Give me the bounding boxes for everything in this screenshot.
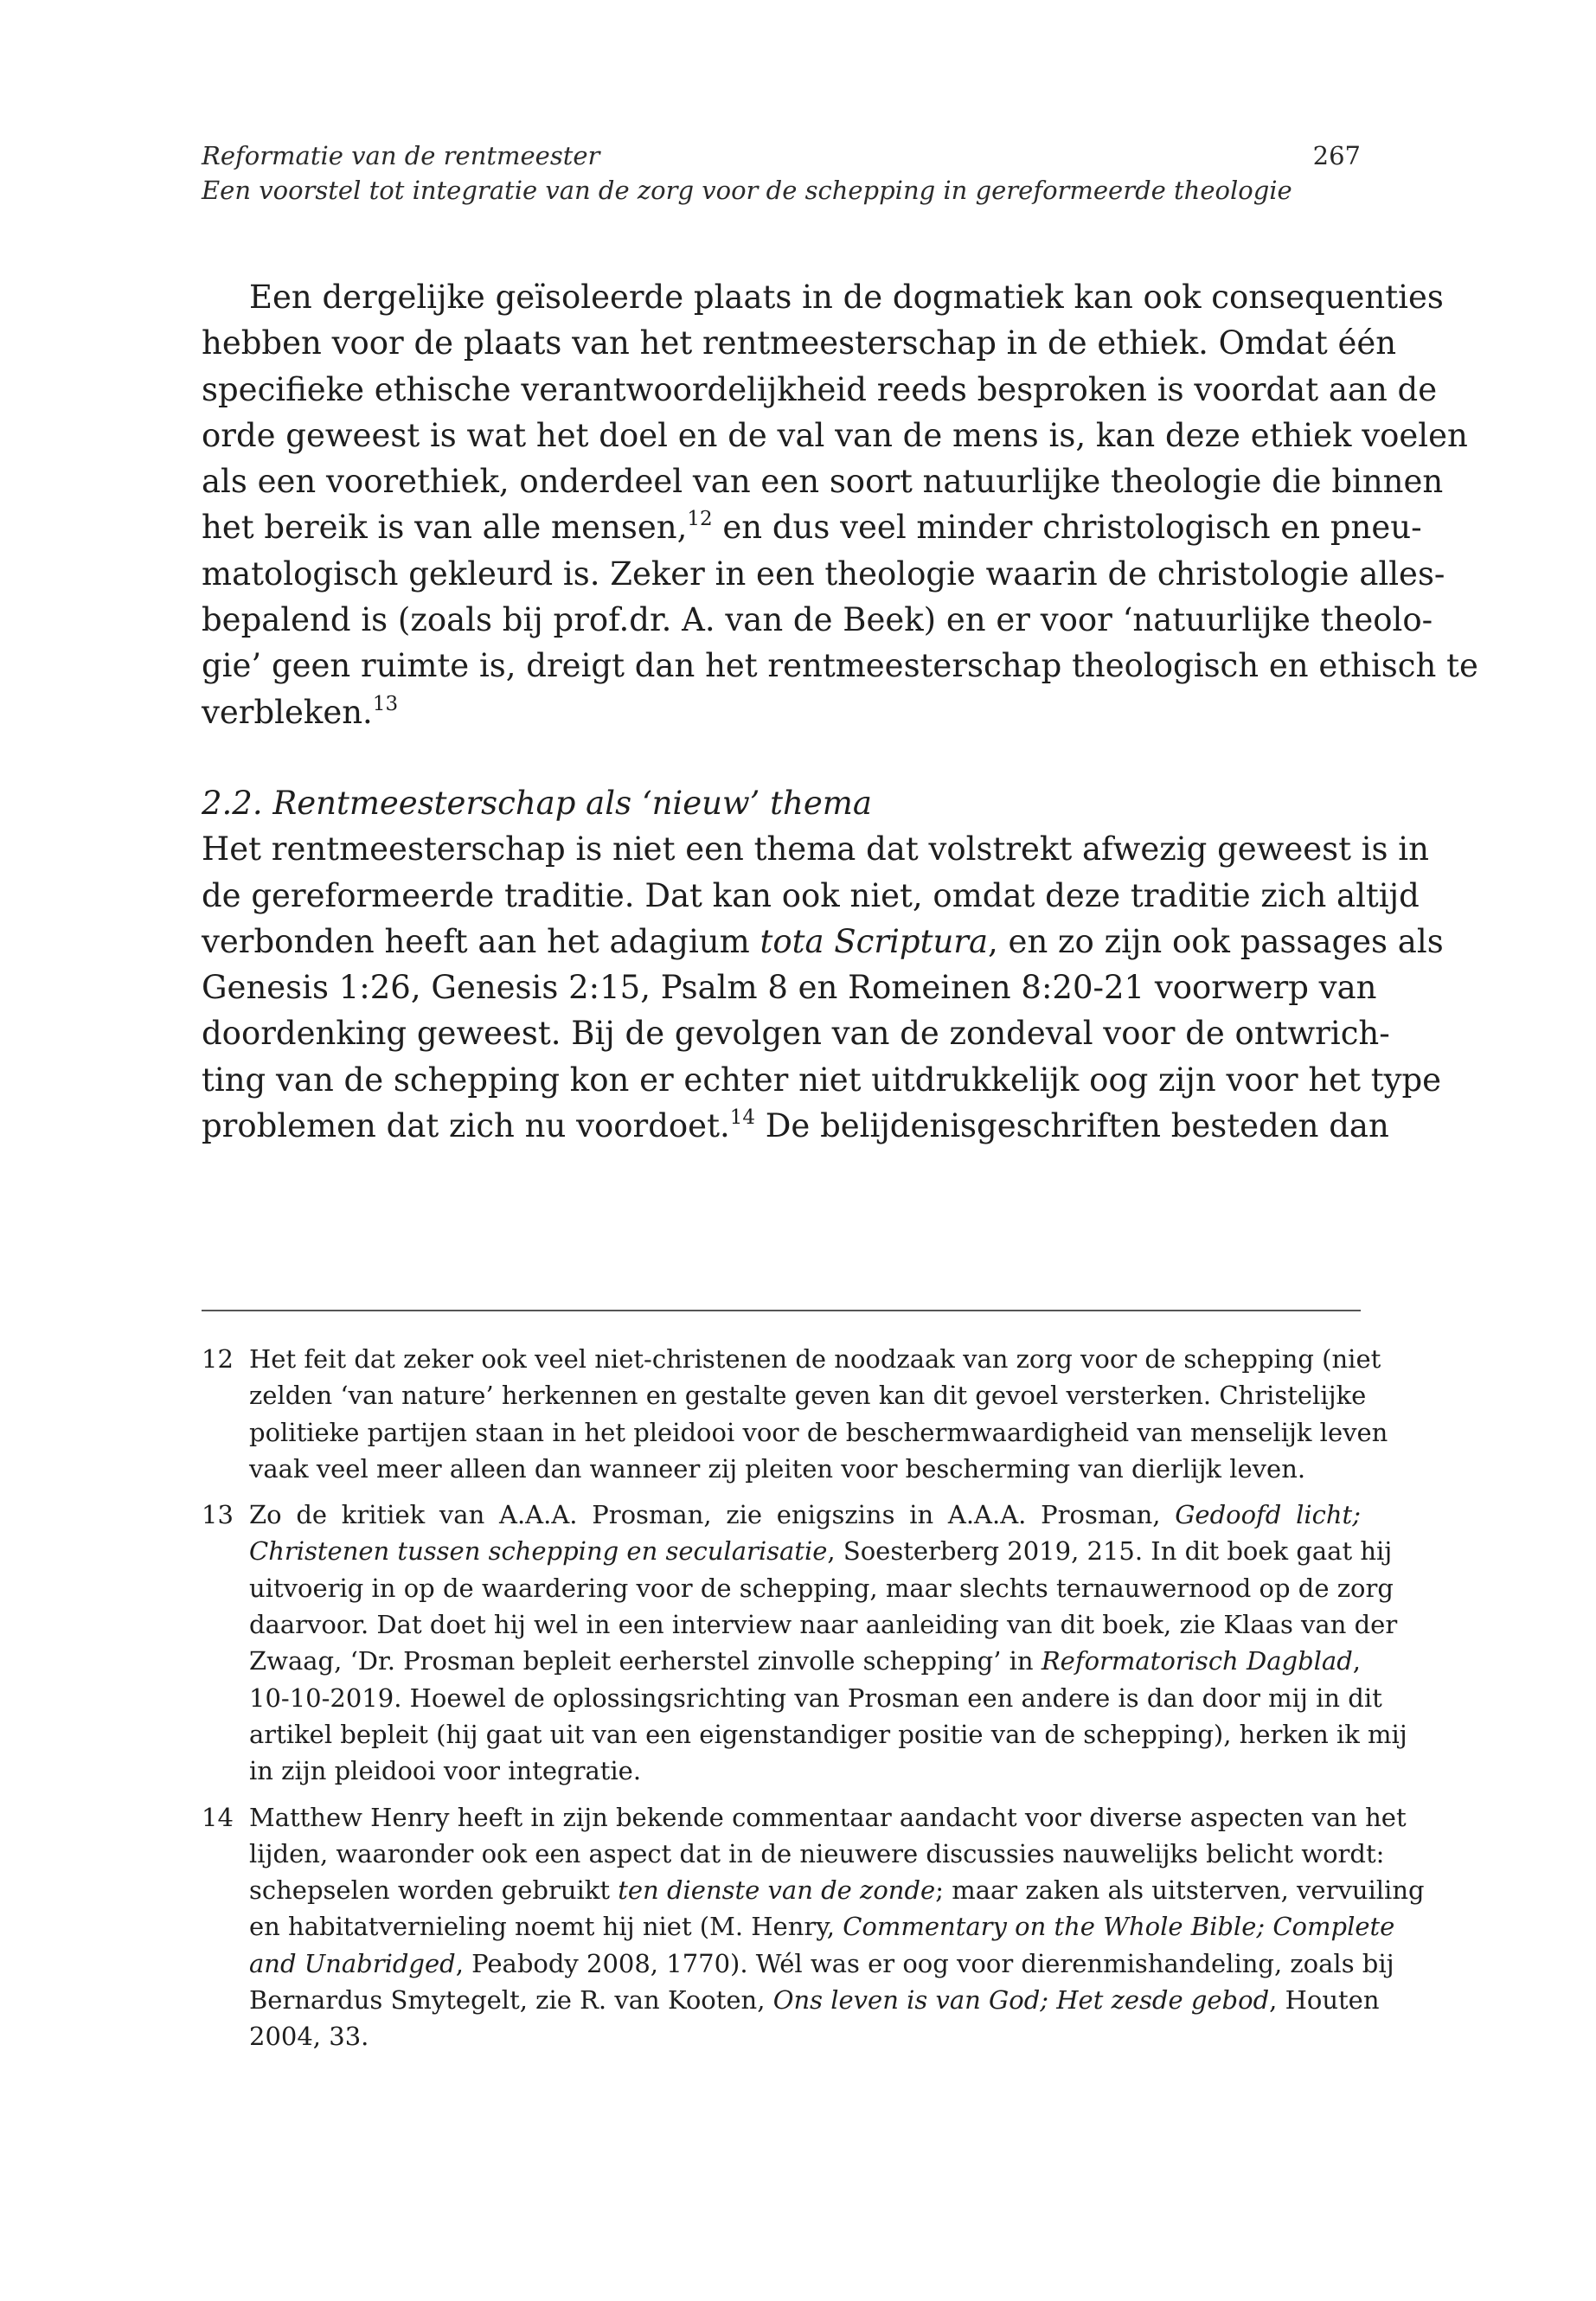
text-line: hebben voor de plaats van het rentmeesterschap in de ethiek. Omdat één [202,324,1397,362]
footnote-line: vaak veel meer alleen dan wanneer zij pleiten voor bescherming van dierlijk leven. [249,1453,1306,1484]
text-run: het bereik is van alle mensen, [202,509,688,547]
paragraph [202,826,1444,1149]
text-line: Het rentmeesterschap is niet een thema dat volstrekt afwezig geweest is in [202,830,1429,868]
footnote-line [249,1982,1380,2018]
text-line: doordenking geweest. Bij de gevolgen van de zondeval voor de ontwrich- [202,1015,1390,1053]
footnote-13 [202,1497,1407,1789]
page-number: 267 [1312,141,1361,170]
running-title: Reformatie van de rentmeester [202,141,600,170]
text-line: gie’ geen ruimte is, dreigt dan het rentmeesterschap theologisch en ethisch te [202,647,1478,685]
text-line: specifieke ethische verantwoordelijkheid reeds besproken is voordat aan de [202,370,1438,408]
footnote-number: 13 [202,1500,234,1530]
text-line: de gereformeerde traditie. Dat kan ook niet, omdat deze traditie zich altijd [202,876,1420,914]
text-line: bepalend is (zoals bij prof.dr. A. van de Beek) en er voor ‘natuurlijke theolo- [202,601,1433,639]
footnote-line: Matthew Henry heeft in zijn bekende commentaar aandacht voor diverse aspecten van het [249,1802,1407,1832]
text-run: en dus veel minder christologisch en pneu- [712,509,1422,547]
footnote-line [249,1872,1425,1908]
footnote-12 [202,1341,1388,1487]
text-line: matologisch gekleurd is. Zeker in een theologie waarin de christologie alles- [202,554,1445,593]
book-title: and Unabridged [249,1948,456,1978]
footnotes [202,1341,1425,2065]
text-run: verbonden heeft aan het adagium [202,922,760,960]
footnote-line [249,1643,1361,1679]
paragraph [202,274,1478,735]
text-run: , [1352,1646,1361,1676]
text-line: Genesis 1:26, Genesis 2:15, Psalm 8 en Romeinen 8:20-21 voorwerp van [202,969,1377,1007]
text-run: schepselen worden gebruikt [249,1875,619,1906]
footnote-line: daarvoor. Dat doet hij wel in een interview naar aanleiding van dit boek, zie Klaas van der [249,1610,1398,1640]
text-line: ting van de schepping kon er echter niet uitdrukkelijk oog zijn voor het type [202,1061,1442,1099]
footnote-line: zelden ‘van nature’ herkennen en gestalte geven kan dit gevoel versterken. Christelijke [249,1381,1367,1411]
footnote-line: 10-10-2019. Hoewel de oplossingsrichting van Prosman een andere is dan door mij in dit [249,1682,1382,1713]
newspaper-title: Reformatorisch Dagblad [1041,1646,1353,1676]
footnote-ref-13[interactable]: 13 [372,692,399,715]
footnote-line: uitvoerig in op de waardering voor de schepping, maar slechts ternauwernood op de zorg [249,1573,1394,1603]
footnote-14 [202,1799,1425,2055]
text-run: , Houten [1269,1985,1380,2016]
text-line [202,689,1361,735]
text-run: Zo de kritiek van A.A.A. Prosman, zie enigszins in A.A.A. Prosman, [249,1500,1176,1530]
footnote-line: lijden, waaronder ook een aspect dat in de nieuwere discussies nauwelijks belicht wordt: [249,1838,1385,1868]
text-run: Zwaag, ‘Dr. Prosman bepleit eerherstel zinvolle schepping’ in [249,1646,1042,1676]
footnote-line [249,1908,1395,1945]
section-heading: 2.2. Rentmeesterschap als ‘nieuw’ thema [202,784,872,822]
running-header [202,138,1361,208]
emphasis: tota Scriptura [760,922,989,960]
footnote-line [249,1533,1393,1569]
footnote-line [249,1497,1361,1533]
running-subtitle: Een voorstel tot integratie van de zorg voor de schepping in gereformeerde theologie [202,176,1292,205]
text-run: en habitatvernieling noemt hij niet (M. Henry, [249,1912,843,1942]
footnote-line: politieke partijen staan in het pleidooi voor de beschermwaardigheid van menselijk leven [249,1417,1388,1447]
footnote-divider [202,1310,1361,1311]
footnote-ref-14[interactable]: 14 [729,1106,755,1130]
footnote-line: Het feit dat zeker ook veel niet-christenen de noodzaak van zorg voor de schepping (niet [249,1344,1381,1374]
book-title: Christenen tussen schepping en secularisatie [249,1536,828,1567]
emphasis: ten dienste van de zonde [618,1875,936,1906]
footnote-ref-12[interactable]: 12 [687,508,713,531]
text-line [202,504,1422,550]
footnote-number: 14 [202,1802,234,1832]
book-title: Ons leven is van God; Het zesde gebod [772,1985,1270,2016]
text-run: , en zo zijn ook passages als [988,922,1444,960]
footnote-line: artikel bepleit (hij gaat uit van een eigenstandiger positie van de schepping), herken ik mij [249,1719,1407,1749]
text-line: orde geweest is wat het doel en de val van de mens is, kan deze ethiek voelen [202,416,1468,454]
book-title: Commentary on the Whole Bible; Complete [843,1912,1395,1942]
footnote-line [249,1945,1394,1982]
text-line [202,919,1444,965]
text-run: De belijdenisgeschriften besteden dan [754,1107,1389,1145]
text-line: Een dergelijke geïsoleerde plaats in de dogmatiek kan ook consequenties [249,279,1444,316]
book-title: Gedoofd licht; [1175,1500,1361,1530]
text-run: problemen dat zich nu voordoet. [202,1107,730,1145]
text-line: als een voorethiek, onderdeel van een soort natuurlijke theologie die binnen [202,463,1444,501]
main-text [202,274,1478,1149]
footnote-number: 12 [202,1344,234,1374]
text-run: Bernardus Smytegelt, zie R. van Kooten, [249,1985,773,2016]
text-run: ; maar zaken als uitsterven, vervuiling [935,1875,1425,1906]
text-line [202,1103,1389,1149]
footnote-line: in zijn pleidooi voor integratie. [249,1756,642,1786]
footnote-line: 2004, 33. [249,2022,369,2052]
text-run: , Soesterberg 2019, 215. In dit boek gaat hij [827,1536,1393,1567]
text-run: verbleken. [202,693,373,731]
text-run: , Peabody 2008, 1770). Wél was er oog voor dierenmishandeling, zoals bij [455,1948,1394,1978]
